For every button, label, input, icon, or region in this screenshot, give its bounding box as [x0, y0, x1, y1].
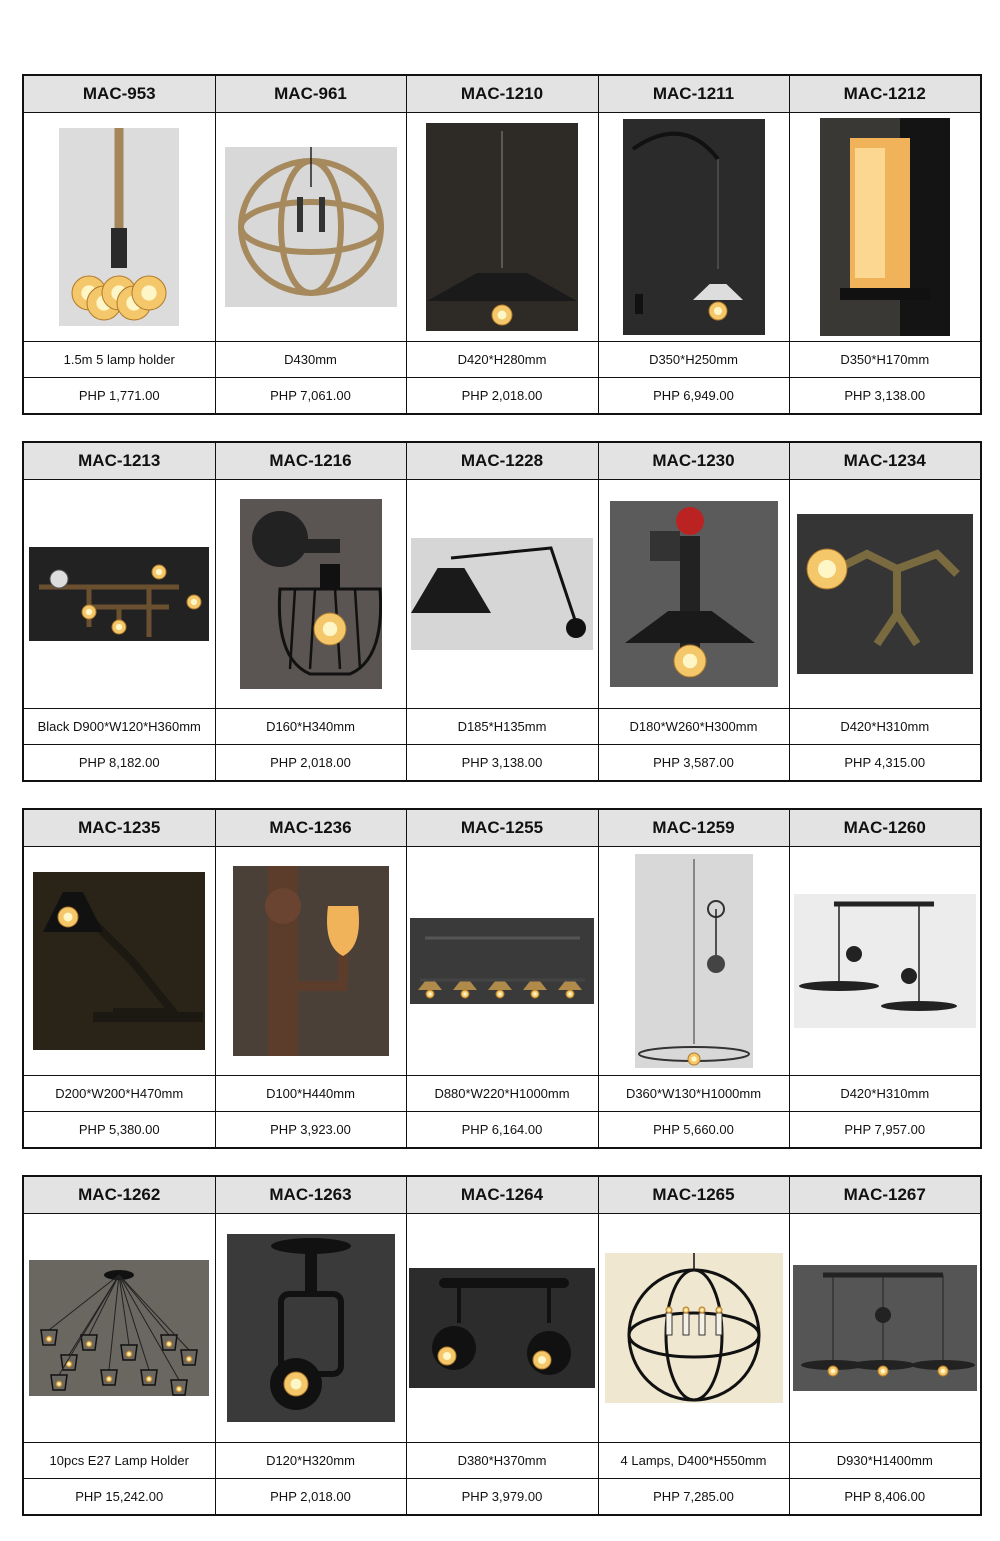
- product-price: PHP 2,018.00: [215, 1479, 406, 1516]
- product-price: PHP 15,242.00: [23, 1479, 215, 1516]
- product-price: PHP 3,923.00: [215, 1112, 406, 1149]
- product-photo-cell: [23, 1214, 215, 1443]
- valve-pipe-wall-lamp-icon: [610, 501, 778, 687]
- row-img: [23, 1214, 981, 1443]
- rope-sphere-chandelier-icon: [225, 147, 397, 307]
- row-price: [23, 745, 981, 782]
- product-code: MAC-961: [215, 75, 406, 113]
- product-photo-cell: [406, 847, 598, 1076]
- onyx-wall-sconce-icon: [820, 118, 950, 336]
- ceiling-spotlight-icon: [227, 1234, 395, 1422]
- pipe-desk-lamp-icon: [33, 872, 205, 1050]
- product-code: MAC-1212: [789, 75, 981, 113]
- product-price: PHP 6,949.00: [598, 378, 789, 415]
- double-spotlight-icon: [409, 1268, 595, 1388]
- row-price: [23, 378, 981, 415]
- product-code: MAC-1259: [598, 809, 789, 847]
- row-dim: [23, 342, 981, 378]
- product-code: MAC-1262: [23, 1176, 215, 1214]
- product-table: [22, 441, 982, 782]
- product-code: MAC-1234: [789, 442, 981, 480]
- product-code: MAC-1213: [23, 442, 215, 480]
- product-price: PHP 7,957.00: [789, 1112, 981, 1149]
- row-hdr: [23, 1176, 981, 1214]
- product-photo-cell: [23, 113, 215, 342]
- gooseneck-wall-lamp-icon: [623, 119, 765, 335]
- product-dimension: D185*H135mm: [406, 709, 598, 745]
- product-photo-cell: [23, 847, 215, 1076]
- product-price: PHP 3,587.00: [598, 745, 789, 782]
- product-dimension: D350*H170mm: [789, 342, 981, 378]
- product-price: PHP 3,138.00: [789, 378, 981, 415]
- rope-cluster-pendant-icon: [59, 128, 179, 326]
- product-code: MAC-1210: [406, 75, 598, 113]
- product-dimension: D350*H250mm: [598, 342, 789, 378]
- product-photo-cell: [215, 1214, 406, 1443]
- product-dimension: D100*H440mm: [215, 1076, 406, 1112]
- product-photo-cell: [215, 847, 406, 1076]
- row-dim: [23, 1443, 981, 1479]
- product-photo-cell: [406, 113, 598, 342]
- product-dimension: D420*H310mm: [789, 709, 981, 745]
- product-photo-cell: [789, 847, 981, 1076]
- product-code: MAC-1211: [598, 75, 789, 113]
- product-price: PHP 2,018.00: [215, 745, 406, 782]
- dish-pendant-icon: [426, 123, 578, 331]
- row-dim: [23, 1076, 981, 1112]
- row-img: [23, 480, 981, 709]
- pipe-robot-lamp-icon: [797, 514, 973, 674]
- cage-wall-lamp-icon: [240, 499, 382, 689]
- product-dimension: D930*H1400mm: [789, 1443, 981, 1479]
- product-photo-cell: [406, 480, 598, 709]
- product-table: [22, 1175, 982, 1516]
- product-price: PHP 4,315.00: [789, 745, 981, 782]
- pulley-pendant-icon: [635, 854, 753, 1068]
- product-dimension: D430mm: [215, 342, 406, 378]
- product-photo-cell: [789, 480, 981, 709]
- product-photo-cell: [789, 113, 981, 342]
- row-dim: [23, 709, 981, 745]
- product-code: MAC-1265: [598, 1176, 789, 1214]
- product-price: PHP 7,285.00: [598, 1479, 789, 1516]
- product-price: PHP 5,380.00: [23, 1112, 215, 1149]
- row-price: [23, 1479, 981, 1516]
- row-hdr: [23, 809, 981, 847]
- product-dimension: 4 Lamps, D400*H550mm: [598, 1443, 789, 1479]
- product-price: PHP 6,164.00: [406, 1112, 598, 1149]
- five-bulb-bar-pendant-icon: [410, 918, 594, 1004]
- product-price: PHP 5,660.00: [598, 1112, 789, 1149]
- product-dimension: 10pcs E27 Lamp Holder: [23, 1443, 215, 1479]
- product-photo-cell: [215, 480, 406, 709]
- product-code: MAC-1260: [789, 809, 981, 847]
- product-code: MAC-1255: [406, 809, 598, 847]
- product-photo-cell: [789, 1214, 981, 1443]
- product-dimension: D880*W220*H1000mm: [406, 1076, 598, 1112]
- product-dimension: D380*H370mm: [406, 1443, 598, 1479]
- row-hdr: [23, 75, 981, 113]
- product-dimension: D200*W200*H470mm: [23, 1076, 215, 1112]
- product-dimension: D420*H310mm: [789, 1076, 981, 1112]
- product-code: MAC-1263: [215, 1176, 406, 1214]
- row-img: [23, 113, 981, 342]
- product-photo-cell: [23, 480, 215, 709]
- product-dimension: D160*H340mm: [215, 709, 406, 745]
- product-photo-cell: [215, 113, 406, 342]
- row-img: [23, 847, 981, 1076]
- triple-pulley-pendant-icon: [793, 1265, 977, 1391]
- product-photo-cell: [598, 1214, 789, 1443]
- swing-arm-wall-lamp-icon: [411, 538, 593, 650]
- product-dimension: 1.5m 5 lamp holder: [23, 342, 215, 378]
- pipe-gauge-wall-lamp-icon: [29, 547, 209, 641]
- product-price: PHP 2,018.00: [406, 378, 598, 415]
- product-table: [22, 808, 982, 1149]
- product-price: PHP 7,061.00: [215, 378, 406, 415]
- product-photo-cell: [406, 1214, 598, 1443]
- product-code: MAC-1267: [789, 1176, 981, 1214]
- product-code: MAC-1235: [23, 809, 215, 847]
- product-price: PHP 1,771.00: [23, 378, 215, 415]
- product-code: MAC-1264: [406, 1176, 598, 1214]
- product-price: PHP 8,182.00: [23, 745, 215, 782]
- product-dimension: D420*H280mm: [406, 342, 598, 378]
- product-dimension: D120*H320mm: [215, 1443, 406, 1479]
- iron-sphere-chandelier-icon: [605, 1253, 783, 1403]
- product-code: MAC-1230: [598, 442, 789, 480]
- product-code: MAC-1228: [406, 442, 598, 480]
- rusty-pipe-sconce-icon: [233, 866, 389, 1056]
- product-code: MAC-953: [23, 75, 215, 113]
- row-hdr: [23, 442, 981, 480]
- product-table: [22, 74, 982, 415]
- product-dimension: D180*W260*H300mm: [598, 709, 789, 745]
- product-photo-cell: [598, 480, 789, 709]
- row-price: [23, 1112, 981, 1149]
- double-pulley-pendant-icon: [794, 894, 976, 1028]
- product-code: MAC-1216: [215, 442, 406, 480]
- spider-cage-chandelier-icon: [29, 1260, 209, 1396]
- product-price: PHP 3,138.00: [406, 745, 598, 782]
- product-dimension: Black D900*W120*H360mm: [23, 709, 215, 745]
- product-price: PHP 8,406.00: [789, 1479, 981, 1516]
- product-photo-cell: [598, 113, 789, 342]
- product-price: PHP 3,979.00: [406, 1479, 598, 1516]
- product-photo-cell: [598, 847, 789, 1076]
- product-code: MAC-1236: [215, 809, 406, 847]
- product-dimension: D360*W130*H1000mm: [598, 1076, 789, 1112]
